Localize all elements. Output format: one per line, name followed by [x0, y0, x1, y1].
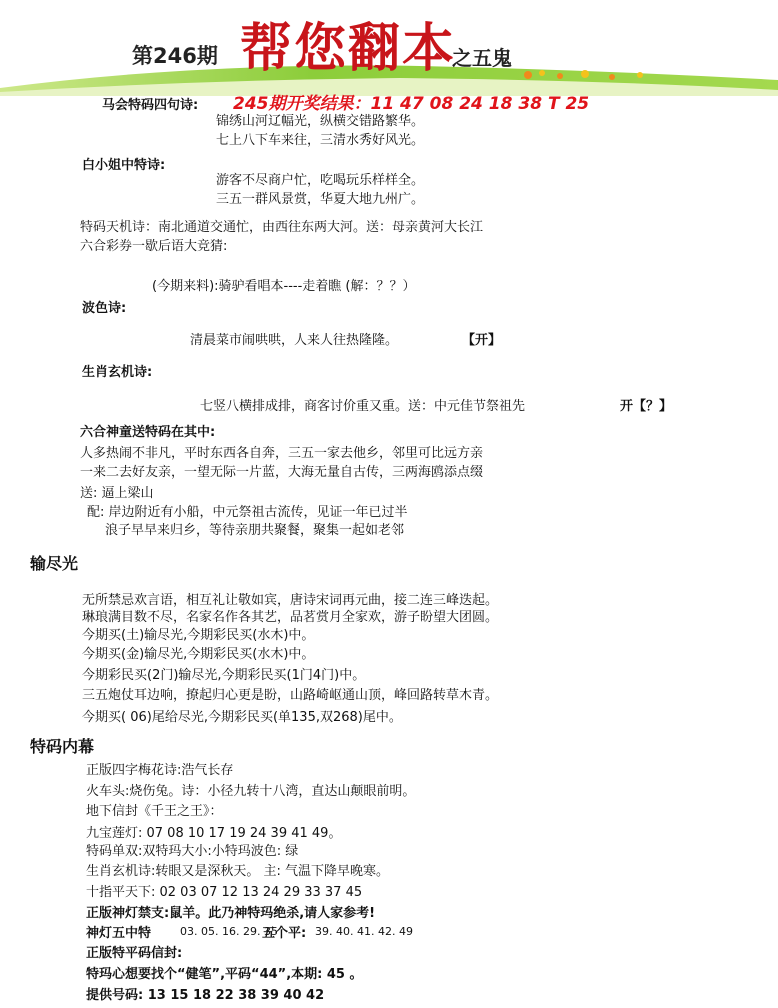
temaneimu-line-6: 生肖玄机诗:转眼又是深秋天。 主: 气温下降早晚寒。 — [86, 864, 390, 879]
shujinguang-line-3: 今期买(土)输尽光,今期彩民买(水木)中。 — [82, 628, 315, 643]
liuhe-label: 六合神童送特码在其中: — [80, 425, 216, 440]
riddle-line: (今期来料):骑驴看唱本----走着瞧 (解：？？） — [152, 279, 416, 294]
temaneimu-line-5: 特码单双:双特玛大小:小特玛波色: 绿 — [86, 844, 299, 859]
temaneimu-line-8: 正版神灯禁支:鼠羊。此乃神特玛绝杀,请人家参考! — [86, 906, 376, 921]
baixiaojie-label: 白小姐中特诗: — [82, 158, 166, 173]
liuhe-line-4: 配: 岸边附近有小船，中元祭祖古流传，见证一年已过半 — [87, 505, 408, 520]
bose-label: 波色诗: — [82, 301, 127, 316]
baixiaojie-line-1: 游客不尽商户忙，吃喝玩乐样样全。 — [216, 173, 425, 188]
wugeping-numbers: 39. 40. 41. 42. 49 — [315, 925, 413, 938]
tianji-line: 特码天机诗：南北通道交通忙，由西往东两大河。送：母亲黄河大长江 — [80, 220, 484, 235]
bose-bracket: 【开】 — [462, 333, 502, 348]
shujinguang-line-7: 今期买( 06)尾给尽光,今期彩民买(单135,双268)尾中。 — [82, 710, 402, 725]
shujinguang-line-6: 三五炮仗耳边响，撩起归心更是盼，山路崎岖通山顶，峰回路转草木青。 — [82, 688, 499, 703]
shujinguang-line-4: 今期买(金)输尽光,今期彩民买(水木)中。 — [82, 647, 315, 662]
temaneimu-line-10: 正版特平码信封: — [86, 946, 183, 961]
liuhe-line-3: 送: 逼上梁山 — [80, 486, 154, 501]
issue-number: 第246期 — [132, 44, 218, 68]
temaneimu-line-2: 火车头:烧伤兔。诗：小径九转十八湾，直达山颠眼前明。 — [86, 784, 416, 799]
shengxiao-bracket: 开【？】 — [620, 399, 673, 414]
shengxiao-label: 生肖玄机诗: — [82, 365, 153, 380]
mahui-label: 马会特码四句诗: — [102, 98, 199, 113]
mahui-line-1: 锦绣山河辽幅光，纵横交错路繁华。 — [216, 114, 425, 129]
temaneimu-title: 特码内幕 — [30, 737, 95, 756]
draw-result: 245期开奖结果：11 47 08 24 18 38 T 25 — [233, 94, 590, 114]
riddle-title: 六合彩券一歇后语大竞猜: — [80, 239, 228, 254]
liuhe-line-5: 浪子早早来归乡，等待亲朋共聚餐，聚集一起如老邻 — [105, 523, 405, 538]
baixiaojie-line-2: 三五一群风景赏，华夏大地九州广。 — [216, 192, 425, 207]
mahui-line-2: 七上八下车来往，三清水秀好风光。 — [216, 133, 425, 148]
shujinguang-line-1: 无所禁忌欢言语，相互礼让敬如宾，唐诗宋词再元曲，接二连三峰迭起。 — [82, 593, 499, 608]
temaneimu-line-3: 地下信封《千王之王》： — [86, 804, 223, 819]
shengxiao-line: 七竖八横排成排，商客讨价重又重。送：中元佳节祭祖先 — [200, 399, 526, 414]
shujinguang-line-2: 琳琅满目数不尽，名家名作各其艺，品茗赏月全家欢，游子盼望大团圆。 — [82, 610, 499, 625]
orange-flower-icon — [524, 71, 532, 79]
liuhe-line-1: 人多热闹不非凡，平时东西各自奔，三五一家去他乡，邻里可比远方亲 — [80, 446, 484, 461]
shujinguang-line-5: 今期彩民买(2门)输尽光,今期彩民买(1门4门)中。 — [82, 668, 366, 683]
temaneimu-line-11: 特玛心想要找个“健笔”,平码“44”,本期: 45 。 — [86, 967, 363, 982]
shendeng-numbers: 03. 05. 16. 29. 35 — [180, 925, 278, 938]
page-title: 帮您翻本 — [240, 18, 457, 79]
liuhe-line-2: 一来二去好友亲，一望无际一片蓝，大海无量自古传，三两海鸥添点缀 — [80, 465, 484, 480]
title-suffix: 之五鬼 — [452, 46, 512, 70]
bose-line: 清晨菜市闹哄哄，人来人往热隆隆。 — [190, 333, 399, 348]
wugeping-label: 五个平: — [262, 926, 307, 941]
temaneimu-line-12: 提供号码: 13 15 18 22 38 39 40 42 — [86, 988, 325, 1003]
temaneimu-line-4: 九宝莲灯: 07 08 10 17 19 24 39 41 49。 — [86, 826, 342, 841]
temaneimu-line-7: 十指平天下: 02 03 07 12 13 24 29 33 37 45 — [86, 885, 363, 900]
shendeng-label: 神灯五中特 — [86, 926, 152, 941]
shujinguang-title: 输尽光 — [30, 554, 79, 573]
temaneimu-line-1: 正版四字梅花诗:浩气长存 — [86, 763, 234, 778]
